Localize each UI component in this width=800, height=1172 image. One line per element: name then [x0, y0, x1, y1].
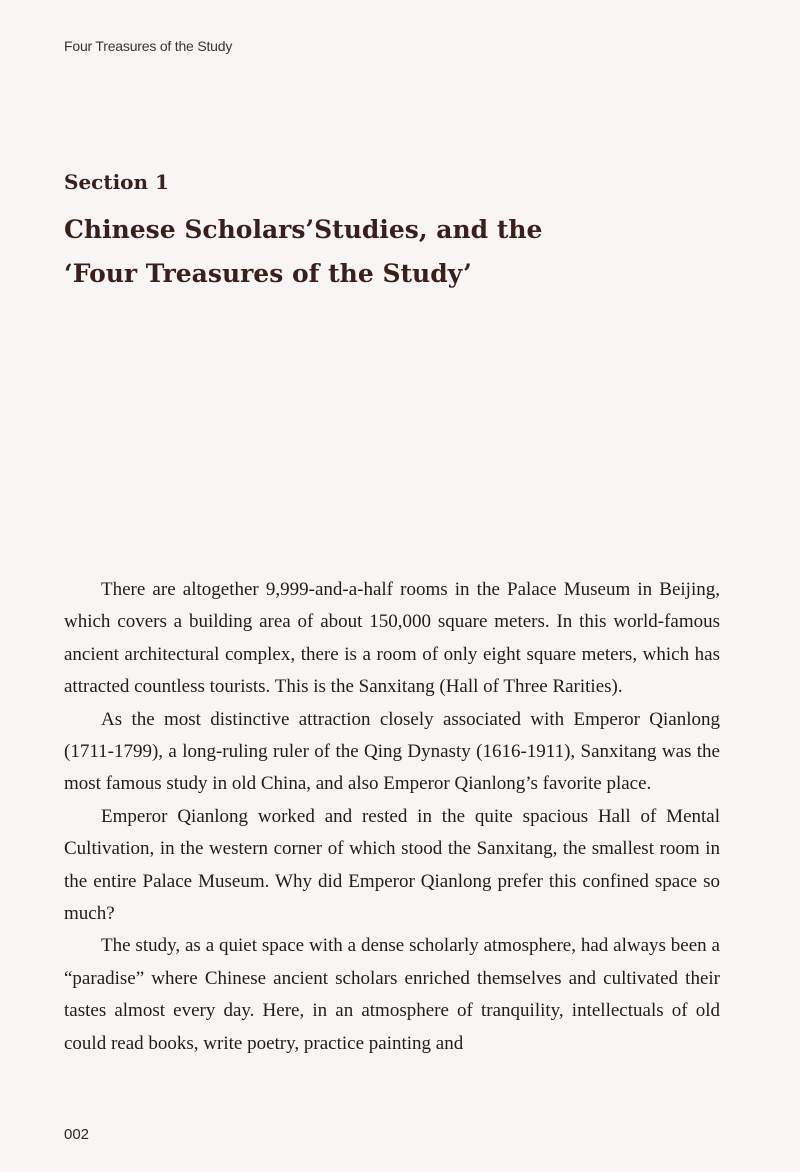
- paragraph: As the most distinctive attraction closely associated with Emperor Qianlong (1711-1799), a long-ruling ruler of the Qing Dynasty (1616-1911), Sanxitang was the most famous study in old China, and also Emperor Qianlong’s favorite place.: [64, 708, 720, 795]
- paragraph: There are altogether 9,999-and-a-half rooms in the Palace Museum in Beijing, which covers a building area of about 150,000 square meters. In this world-famous ancient architectural complex, there is a room of only eight square meters, which has attracted countless tourists. This is the Sanxitang (Hall of Three Rarities).: [64, 579, 720, 698]
- body-text: [64, 574, 720, 1060]
- chapter-title-line: Chinese Scholars’Studies, and the: [64, 215, 543, 244]
- running-header: Four Treasures of the Study: [64, 38, 233, 54]
- chapter-title-line: ‘Four Treasures of the Study’: [64, 259, 472, 288]
- section-label: Section 1: [64, 170, 169, 194]
- paragraph: Emperor Qianlong worked and rested in the quite spacious Hall of Mental Cultivation, in the western corner of which stood the Sanxitang, the smallest room in the entire Palace Museum. Why did Emperor Qianlong prefer this confined space so much?: [64, 805, 720, 925]
- chapter-title: [64, 208, 744, 296]
- paragraph: The study, as a quiet space with a dense scholarly atmosphere, had always been a “paradise” where Chinese ancient scholars enriched themselves and cultivated their tastes almost every day. Here, in an atmosphere of tranquility, intellectuals of old could read books, write poetry, practice painting and: [64, 935, 720, 1054]
- page-number: 002: [64, 1126, 90, 1143]
